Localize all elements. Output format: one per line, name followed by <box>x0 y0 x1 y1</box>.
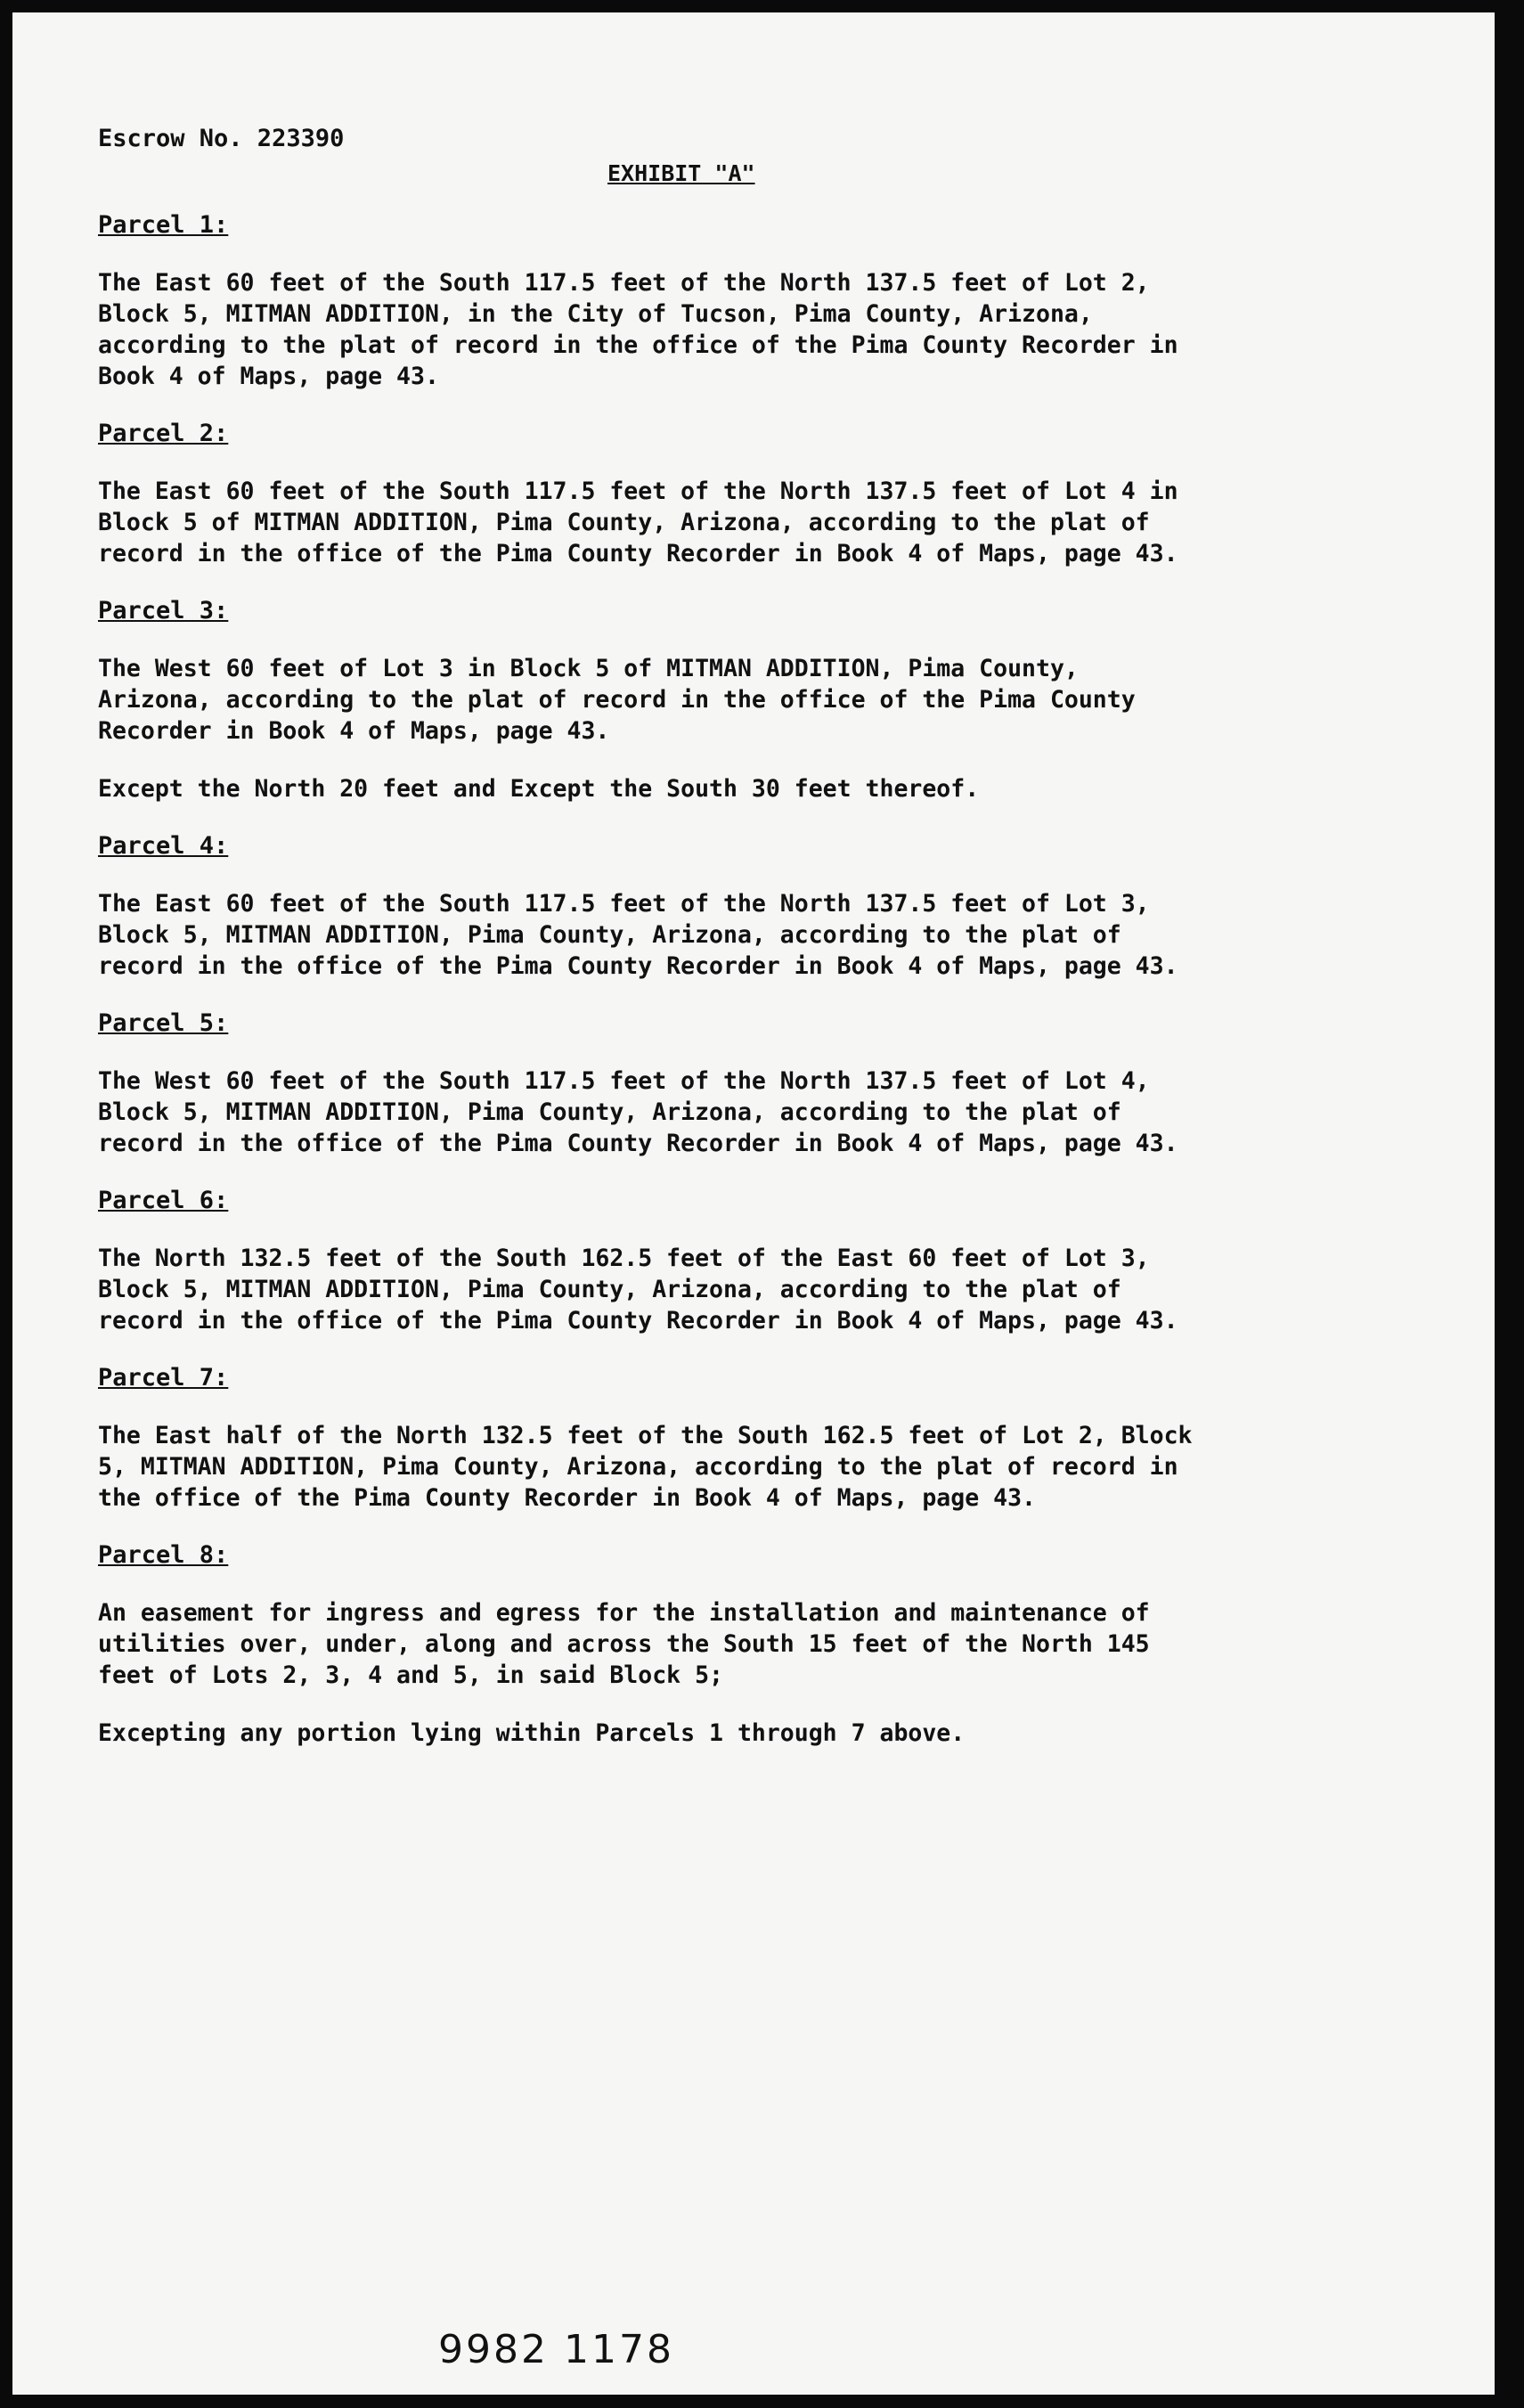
parcel-description: The East 60 feet of the South 117.5 feet of the North 137.5 feet of Lot 2, Block 5, MITMAN ADDITION, in the City of Tucson, Pima County, Arizona, according to the plat of record in the office of the Pima County Recorder in Book 4 of Maps, page 43. <box>98 269 1178 390</box>
parcel-7 <box>98 1363 1292 1514</box>
parcel-3 <box>98 596 1292 804</box>
exhibit-title: EXHIBIT "A" <box>607 160 755 186</box>
parcel-heading: Parcel 3: <box>98 597 229 624</box>
parcel-8 <box>98 1540 1292 1749</box>
parcel-description: The North 132.5 feet of the South 162.5 feet of the East 60 feet of Lot 3, Block 5, MITMAN ADDITION, Pima County, Arizona, according to the plat of record in the office of the Pima County Recorder in Book 4 of Maps, page 43. <box>98 1245 1178 1335</box>
parcel-description: The East 60 feet of the South 117.5 feet of the North 137.5 feet of Lot 3, Block 5, MITMAN ADDITION, Pima County, Arizona, according to the plat of record in the office of the Pima County Recorder in Book 4 of Maps, page 43. <box>98 890 1178 980</box>
parcel-heading: Parcel 2: <box>98 420 229 447</box>
parcel-heading: Parcel 4: <box>98 832 229 860</box>
parcel-description: The East 60 feet of the South 117.5 feet of the North 137.5 feet of Lot 4 in Block 5 of MITMAN ADDITION, Pima County, Arizona, according to the plat of record in the office of the Pima County Recorder in Book 4 of Maps, page 43. <box>98 478 1178 567</box>
parcel-heading: Parcel 7: <box>98 1364 229 1392</box>
parcel-6 <box>98 1186 1292 1336</box>
parcel-description: The West 60 feet of the South 117.5 feet of the North 137.5 feet of Lot 4, Block 5, MITMAN ADDITION, Pima County, Arizona, according to the plat of record in the office of the Pima County Recorder in Book 4 of Maps, page 43. <box>98 1067 1178 1157</box>
document-page-number: 9982 1178 <box>438 2327 674 2372</box>
parcel-exception: Except the North 20 feet and Except the South 30 feet thereof. <box>98 775 980 803</box>
parcel-2 <box>98 419 1292 569</box>
parcel-heading: Parcel 5: <box>98 1009 229 1037</box>
parcel-heading: Parcel 8: <box>98 1541 229 1569</box>
escrow-number: Escrow No. 223390 <box>98 125 345 152</box>
parcel-description: An easement for ingress and egress for the installation and maintenance of utilities over, under, along and across the South 15 feet of the North 145 feet of Lots 2, 3, 4 and 5, in said Block 5; <box>98 1599 1150 1689</box>
document-page <box>12 12 1495 2395</box>
parcel-description: The East half of the North 132.5 feet of the South 162.5 feet of Lot 2, Block 5, MITMAN ADDITION, Pima County, Arizona, according to the plat of record in the office of the Pima County Recorder in Book 4 of Maps, page 43. <box>98 1422 1193 1512</box>
parcel-5 <box>98 1008 1292 1159</box>
parcel-description: The West 60 feet of Lot 3 in Block 5 of MITMAN ADDITION, Pima County, Arizona, according to the plat of record in the office of the Pima County Recorder in Book 4 of Maps, page 43. <box>98 655 1136 745</box>
parcel-1 <box>98 210 1292 392</box>
parcel-list <box>98 210 1292 1775</box>
parcel-heading: Parcel 1: <box>98 211 229 239</box>
parcel-heading: Parcel 6: <box>98 1187 229 1214</box>
parcel-exception: Excepting any portion lying within Parcels 1 through 7 above. <box>98 1719 966 1747</box>
parcel-4 <box>98 831 1292 982</box>
